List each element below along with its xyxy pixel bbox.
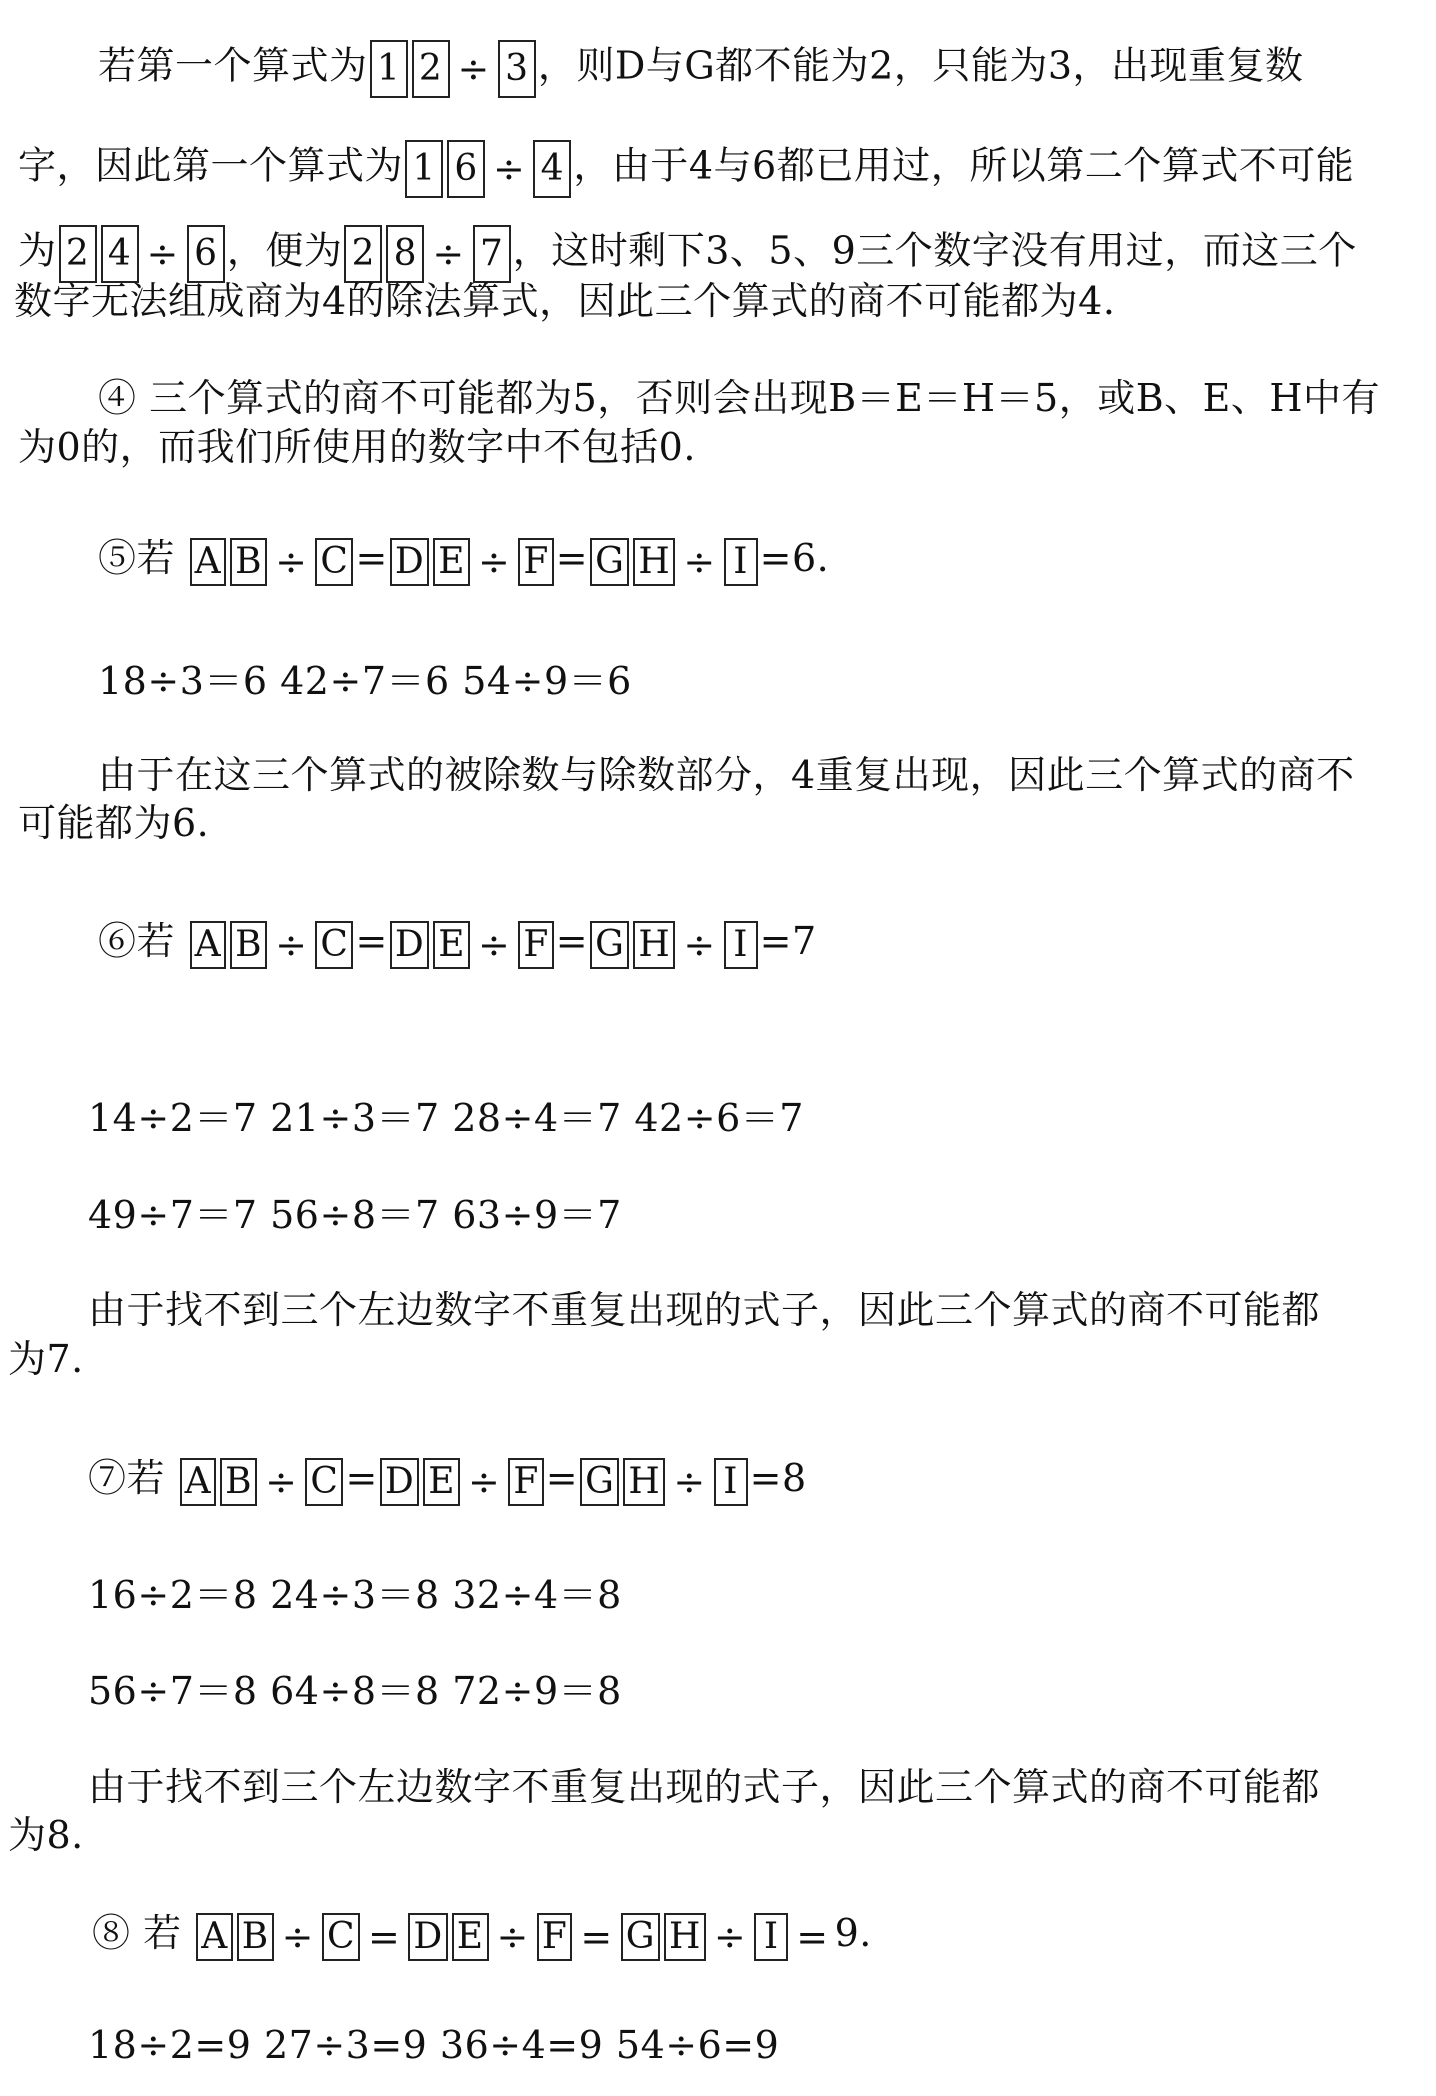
- digit-box: 4: [101, 225, 139, 283]
- s8-prefix: ⑧ 若: [92, 1911, 182, 1955]
- letter-box: E: [433, 921, 470, 969]
- equals-sign: =: [555, 919, 589, 963]
- p1-line3-text-a: 为: [18, 228, 57, 273]
- s6-conclusion-line1: 由于找不到三个左边数字不重复出现的式子，因此三个算式的商不可能都: [88, 1288, 1321, 1332]
- s5-prefix: ⑤若: [98, 536, 176, 580]
- letter-box: B: [230, 921, 267, 969]
- s7-prefix: ⑦若: [88, 1456, 166, 1500]
- letter-box: C: [322, 1913, 360, 1961]
- letter-box: D: [390, 921, 429, 969]
- letter-box: F: [508, 1458, 543, 1506]
- letter-box: E: [452, 1913, 489, 1961]
- divide-sign: ÷: [467, 1459, 501, 1504]
- letter-box: D: [408, 1913, 447, 1961]
- equals-sign: =: [580, 1914, 613, 1959]
- divide-sign: ÷: [493, 147, 526, 191]
- p1-line2: [18, 140, 1354, 198]
- p1-line4: 数字无法组成商为4的除法算式，因此三个算式的商不可能都为4.: [14, 279, 1116, 323]
- letter-box: B: [237, 1913, 274, 1961]
- p1-line1: [98, 40, 1304, 98]
- divide-sign: ÷: [457, 47, 490, 91]
- equals-sign: =: [355, 919, 388, 963]
- letter-box: D: [390, 538, 429, 586]
- s6-equation: [98, 918, 817, 969]
- letter-box: C: [315, 538, 353, 586]
- letter-box: G: [590, 921, 629, 969]
- digit-box: 2: [59, 225, 97, 283]
- digit-box: 6: [447, 140, 485, 198]
- p1-line1-text-b: ，则D与G都不能为2，只能为3，出现重复数: [537, 43, 1304, 88]
- p2-line2: 为0的，而我们所使用的数字中不包括0.: [18, 425, 696, 469]
- p1-line1-text-a: 若第一个算式为: [98, 43, 368, 88]
- p2-line1: ④ 三个算式的商不可能都为5，否则会出现B＝E＝H＝5，或B、E、H中有: [98, 376, 1381, 420]
- p1-line2-text-a: 字，因此第一个算式为: [18, 143, 404, 188]
- letter-box: H: [664, 1913, 706, 1961]
- s8-result: 9.: [834, 1911, 872, 1955]
- letter-box: G: [580, 1458, 619, 1506]
- equals-sign: =: [555, 536, 589, 580]
- equals-sign: =: [355, 536, 388, 580]
- divide-sign: ÷: [275, 539, 308, 584]
- divide-sign: ÷: [265, 1459, 298, 1504]
- letter-box: E: [433, 538, 470, 586]
- letter-box: B: [220, 1458, 257, 1506]
- divide-sign: ÷: [673, 1459, 706, 1504]
- equals-sign: =: [345, 1456, 378, 1500]
- letter-box: F: [518, 921, 553, 969]
- s8-equation: [92, 1910, 872, 1961]
- divide-sign: ÷: [275, 922, 308, 967]
- digit-box: 8: [386, 225, 424, 283]
- letter-box: H: [633, 921, 675, 969]
- letter-box: E: [423, 1458, 460, 1506]
- letter-box: A: [190, 921, 227, 969]
- p1-line2-text-b: ，由于4与6都已用过，所以第二个算式不可能: [573, 143, 1355, 188]
- equals-sign: =: [368, 1914, 401, 1959]
- letter-box: I: [714, 1458, 748, 1506]
- digit-box: 2: [344, 225, 382, 283]
- s5-result: =6.: [759, 536, 830, 580]
- letter-box: D: [380, 1458, 419, 1506]
- s7-examples-line2: 56÷7＝8 64÷8＝8 72÷9＝8: [88, 1669, 622, 1713]
- s6-examples-line2: 49÷7＝7 56÷8＝7 63÷9＝7: [88, 1193, 622, 1237]
- s7-equation: [88, 1455, 807, 1506]
- divide-sign: ÷: [683, 539, 716, 584]
- letter-box: A: [180, 1458, 217, 1506]
- p1-line3-text-b: ，便为: [226, 228, 343, 273]
- letter-box: C: [315, 921, 353, 969]
- p1-line3: [18, 225, 1357, 283]
- equals-sign: =: [796, 1914, 829, 1959]
- divide-sign: ÷: [477, 922, 511, 967]
- letter-box: F: [537, 1913, 572, 1961]
- letter-box: A: [190, 538, 227, 586]
- letter-box: G: [590, 538, 629, 586]
- s7-result: =8: [749, 1456, 807, 1500]
- digit-box: 1: [405, 140, 443, 198]
- digit-box: 7: [473, 225, 511, 283]
- letter-box: I: [754, 1913, 788, 1961]
- letter-box: H: [623, 1458, 665, 1506]
- letter-box: H: [633, 538, 675, 586]
- s6-prefix: ⑥若: [98, 919, 176, 963]
- s8-examples: 18÷2=9 27÷3=9 36÷4=9 54÷6=9: [88, 2023, 780, 2067]
- digit-box: 2: [412, 40, 450, 98]
- letter-box: G: [621, 1913, 660, 1961]
- s6-conclusion-line2: 为7.: [8, 1337, 84, 1381]
- digit-box: 3: [498, 40, 536, 98]
- digit-box: 1: [370, 40, 408, 98]
- s5-examples: 18÷3＝6 42÷7＝6 54÷9＝6: [98, 659, 632, 703]
- divide-sign: ÷: [281, 1914, 314, 1959]
- divide-sign: ÷: [432, 232, 465, 276]
- divide-sign: ÷: [146, 232, 179, 276]
- divide-sign: ÷: [477, 539, 511, 584]
- divide-sign: ÷: [496, 1914, 529, 1959]
- letter-box: B: [230, 538, 267, 586]
- letter-box: F: [518, 538, 553, 586]
- s6-result: =7: [759, 919, 817, 963]
- s5-conclusion-line1: 由于在这三个算式的被除数与除数部分，4重复出现，因此三个算式的商不: [98, 753, 1355, 797]
- s7-conclusion-line1: 由于找不到三个左边数字不重复出现的式子，因此三个算式的商不可能都: [88, 1765, 1321, 1809]
- equals-sign: =: [545, 1456, 579, 1500]
- s5-equation: [98, 535, 829, 586]
- letter-box: I: [724, 921, 758, 969]
- letter-box: A: [196, 1913, 233, 1961]
- divide-sign: ÷: [713, 1914, 747, 1959]
- divide-sign: ÷: [683, 922, 716, 967]
- s7-examples-line1: 16÷2＝8 24÷3＝8 32÷4＝8: [88, 1573, 622, 1617]
- digit-box: 6: [187, 225, 225, 283]
- p1-line3-text-c: ，这时剩下3、5、9三个数字没有用过，而这三个: [512, 228, 1357, 273]
- s7-conclusion-line2: 为8.: [8, 1813, 84, 1857]
- letter-box: I: [724, 538, 758, 586]
- s6-examples-line1: 14÷2＝7 21÷3＝7 28÷4＝7 42÷6＝7: [88, 1096, 804, 1140]
- s5-conclusion-line2: 可能都为6.: [18, 801, 210, 845]
- letter-box: C: [305, 1458, 343, 1506]
- digit-box: 4: [533, 140, 571, 198]
